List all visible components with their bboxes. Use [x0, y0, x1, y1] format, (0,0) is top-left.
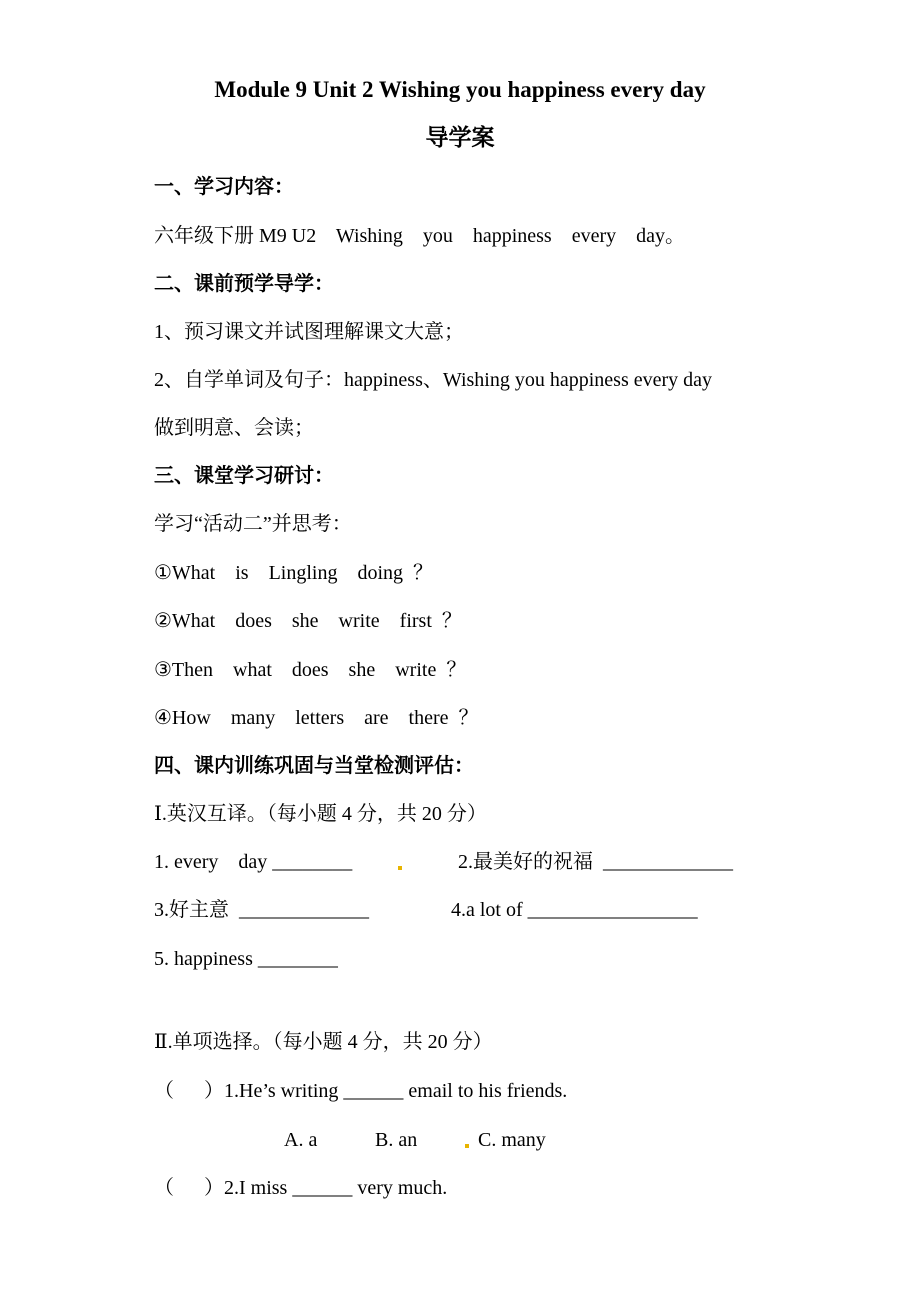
- exercise-item: 5. happiness ________: [154, 948, 338, 970]
- section-heading-1: 一、学习内容：: [154, 176, 294, 198]
- section-text: 六年级下册 M9 U2 Wishing you happiness every day。: [154, 225, 686, 247]
- exercise-heading: Ⅰ.英汉互译。（每小题 4 分，共 20 分）: [154, 803, 487, 825]
- exercise-item: 2.最美好的祝福 _____________: [458, 851, 733, 873]
- choice-option: A. a: [284, 1129, 318, 1151]
- decorative-dot: [398, 866, 402, 870]
- question: ③Then what does she write ？: [154, 659, 467, 681]
- section-heading-4: 四、课内训练巩固与当堂检测评估：: [154, 755, 474, 777]
- choice-option: C. many: [478, 1129, 546, 1151]
- section-text: 2、自学单词及句子：happiness、Wishing you happiness every day: [154, 369, 713, 391]
- document-title: Module 9 Unit 2 Wishing you happiness every day: [214, 77, 706, 102]
- section-text: 做到明意、会读；: [154, 417, 314, 439]
- document-subtitle: 导学案: [425, 125, 495, 150]
- exercise-item: 1. every day ________: [154, 851, 353, 873]
- question: ④How many letters are there ？: [154, 707, 479, 729]
- section-text: 1、预习课文并试图理解课文大意；: [154, 321, 464, 343]
- choice-question: （ ）2.I miss ______ very much.: [154, 1177, 448, 1199]
- question: ②What does she write first ？: [154, 610, 462, 632]
- choice-option: B. an: [375, 1129, 418, 1151]
- exercise-item: 3.好主意 _____________: [154, 899, 369, 921]
- section-heading-2: 二、课前预学导学：: [154, 273, 334, 295]
- exercise-heading: Ⅱ.单项选择。（每小题 4 分，共 20 分）: [154, 1031, 493, 1053]
- section-text: 学习“活动二”并思考：: [154, 513, 352, 535]
- section-heading-3: 三、课堂学习研讨：: [154, 465, 334, 487]
- exercise-item: 4.a lot of _________________: [451, 899, 698, 921]
- choice-question: （ ）1.He’s writing ______ email to his friends.: [154, 1080, 568, 1102]
- decorative-dot: [465, 1144, 469, 1148]
- question: ①What is Lingling doing ？: [154, 562, 434, 584]
